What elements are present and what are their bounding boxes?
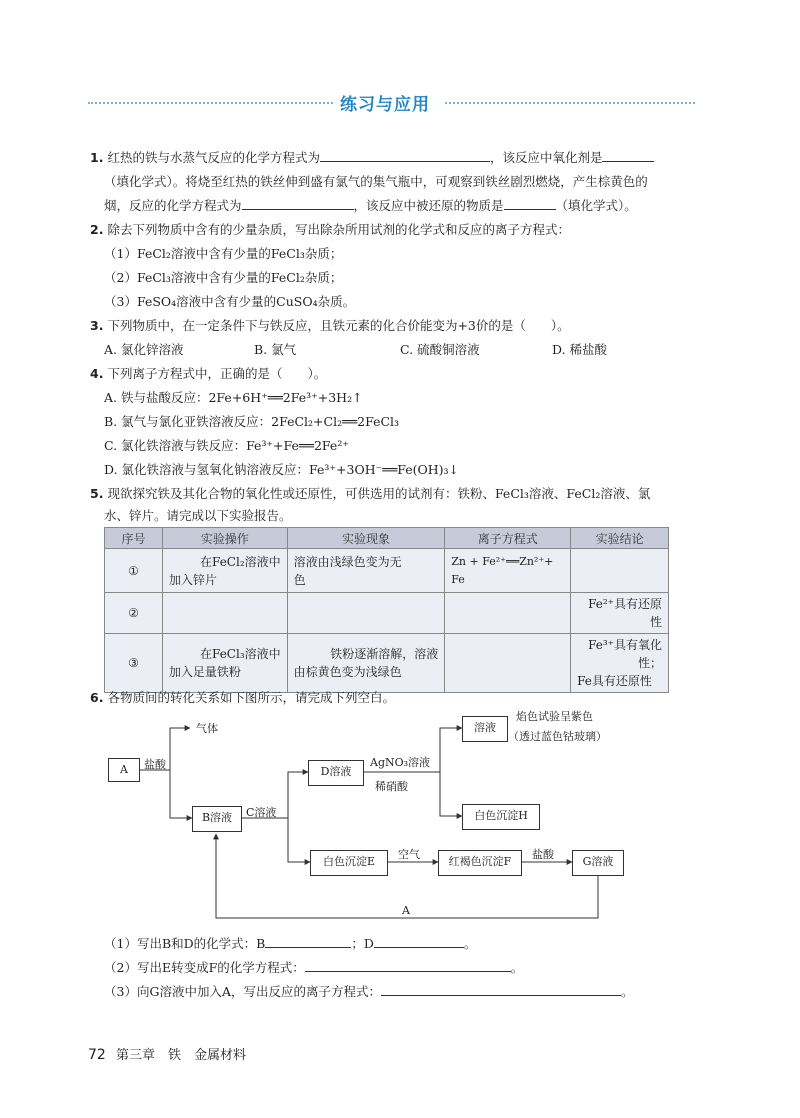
arrow-to-sol bbox=[440, 728, 462, 772]
q6-sub2: （2）写出E转变成F的化学方程式： 。 bbox=[104, 960, 524, 975]
arrow-to-d bbox=[288, 772, 308, 818]
page-number: 72 bbox=[88, 1047, 106, 1063]
node-f: 红褐色沉淀F bbox=[438, 850, 522, 876]
q2-item-1: （1）FeCl₂溶液中含有少量的FeCl₃杂质； bbox=[104, 246, 343, 261]
q1-line3: 烟，反应的化学方程式为 ，该反应中被还原的物质是 （填化学式）。 bbox=[104, 198, 637, 213]
label-hno3: 稀硝酸 bbox=[375, 780, 408, 793]
q4-option-a: A. 铁与盐酸反应：2Fe+6H⁺══2Fe³⁺+3H₂↑ bbox=[104, 390, 363, 405]
column-header: 序号 bbox=[105, 528, 163, 549]
q6-sub1: （1）写出B和D的化学式：B ；D 。 bbox=[104, 936, 477, 951]
q4-option-d: D. 氯化铁溶液与氢氧化钠溶液反应：Fe³⁺+3OH⁻══Fe(OH)₃↓ bbox=[104, 462, 460, 477]
q6-blank-d[interactable] bbox=[374, 935, 464, 948]
column-header: 实验操作 bbox=[162, 528, 287, 549]
node-solution: 溶液 bbox=[462, 716, 508, 742]
table-row: ① 在FeCl₂溶液中 加入锌片 溶液由浅绿色变为无 色 Zn + Fe²⁺══Zn²⁺+ Fe bbox=[105, 549, 669, 593]
q1-line2: （填化学式）。将烧至红热的铁丝伸到盛有氯气的集气瓶中，可观察到铁丝剧烈燃烧，产生棕黄色的 bbox=[104, 174, 648, 189]
node-d: D溶液 bbox=[308, 760, 364, 786]
q3-option-c: C. 硫酸铜溶液 bbox=[400, 342, 480, 357]
label-air: 空气 bbox=[398, 848, 420, 861]
q2-item-2: （2）FeCl₃溶液中含有少量的FeCl₂杂质； bbox=[104, 270, 343, 285]
q6-blank-g-ionic[interactable] bbox=[381, 983, 621, 996]
label-hcl-2: 盐酸 bbox=[532, 848, 554, 861]
q3-stem: 3. 下列物质中，在一定条件下与铁反应，且铁元素的化合价能变为+3价的是（ ）。 bbox=[90, 318, 570, 333]
chapter-title: 第三章 铁 金属材料 bbox=[115, 1048, 246, 1063]
q4-option-c: C. 氯化铁溶液与铁反应：Fe³⁺+Fe══2Fe²⁺ bbox=[104, 438, 349, 453]
label-c-solution: C溶液 bbox=[246, 806, 277, 819]
q6-stem: 6. 各物质间的转化关系如下图所示，请完成下列空白。 bbox=[90, 690, 395, 705]
label-agno3: AgNO₃溶液 bbox=[370, 756, 431, 769]
label-a-back: A bbox=[402, 904, 410, 917]
q2-stem: 2. 除去下列物质中含有的少量杂质，写出除杂所用试剂的化学式和反应的离子方程式： bbox=[90, 222, 570, 237]
node-h: 白色沉淀H bbox=[462, 804, 540, 830]
table-row: ② Fe²⁺具有还原性 bbox=[105, 593, 669, 634]
column-header: 实验结论 bbox=[571, 528, 669, 549]
arrow-to-h bbox=[440, 772, 462, 816]
column-header: 离子方程式 bbox=[445, 528, 571, 549]
q4-option-b: B. 氯气与氯化亚铁溶液反应：2FeCl₂+Cl₂══2FeCl₃ bbox=[104, 414, 400, 429]
q6-blank-e-to-f[interactable] bbox=[305, 959, 511, 972]
q4-stem: 4. 下列离子方程式中，正确的是（ ）。 bbox=[90, 366, 327, 381]
q5-line1: 5. 现欲探究铁及其化合物的氧化性或还原性，可供选用的试剂有：铁粉、FeCl₃溶液、FeCl₂溶液、氯 bbox=[90, 486, 651, 501]
label-hcl-1: 盐酸 bbox=[144, 758, 166, 771]
section-title: 练习与应用 bbox=[340, 95, 430, 115]
q1-number: 1. bbox=[90, 150, 104, 165]
node-e: 白色沉淀E bbox=[310, 850, 388, 876]
arrow-to-e bbox=[288, 818, 310, 862]
q3-option-a: A. 氯化锌溶液 bbox=[104, 342, 184, 357]
label-cobalt-glass: （透过蓝色钴玻璃） bbox=[508, 730, 607, 743]
table-row: ③ 在FeCl₃溶液中 加入足量铁粉 铁粉逐渐溶解，溶液 由棕黄色变为浅绿色 Fe³⁺具有氧化性； Fe具有还原性 bbox=[105, 634, 669, 693]
page-footer bbox=[88, 1044, 246, 1063]
q5-line2: 水、锌片。请完成以下实验报告。 bbox=[104, 508, 292, 523]
q3-option-d: D. 稀盐酸 bbox=[552, 342, 608, 357]
arrow-to-b bbox=[170, 770, 192, 818]
q6-sub3: （3）向G溶液中加入A，写出反应的离子方程式： 。 bbox=[104, 984, 634, 999]
q2-item-3: （3）FeSO₄溶液中含有少量的CuSO₄杂质。 bbox=[104, 294, 356, 309]
node-a: A bbox=[108, 758, 140, 782]
arrow-to-gas bbox=[170, 728, 190, 770]
label-flame-test: 焰色试验呈紫色 bbox=[516, 710, 593, 723]
q3-option-b: B. 氯气 bbox=[254, 342, 297, 357]
node-b: B溶液 bbox=[192, 806, 242, 832]
column-header: 实验现象 bbox=[287, 528, 445, 549]
node-gas: 气体 bbox=[196, 722, 218, 735]
q6-blank-b[interactable] bbox=[265, 935, 351, 948]
node-g: G溶液 bbox=[572, 850, 624, 876]
q1-line1: 1. 红热的铁与水蒸气反应的化学方程式为 ，该反应中氧化剂是 bbox=[90, 148, 654, 166]
